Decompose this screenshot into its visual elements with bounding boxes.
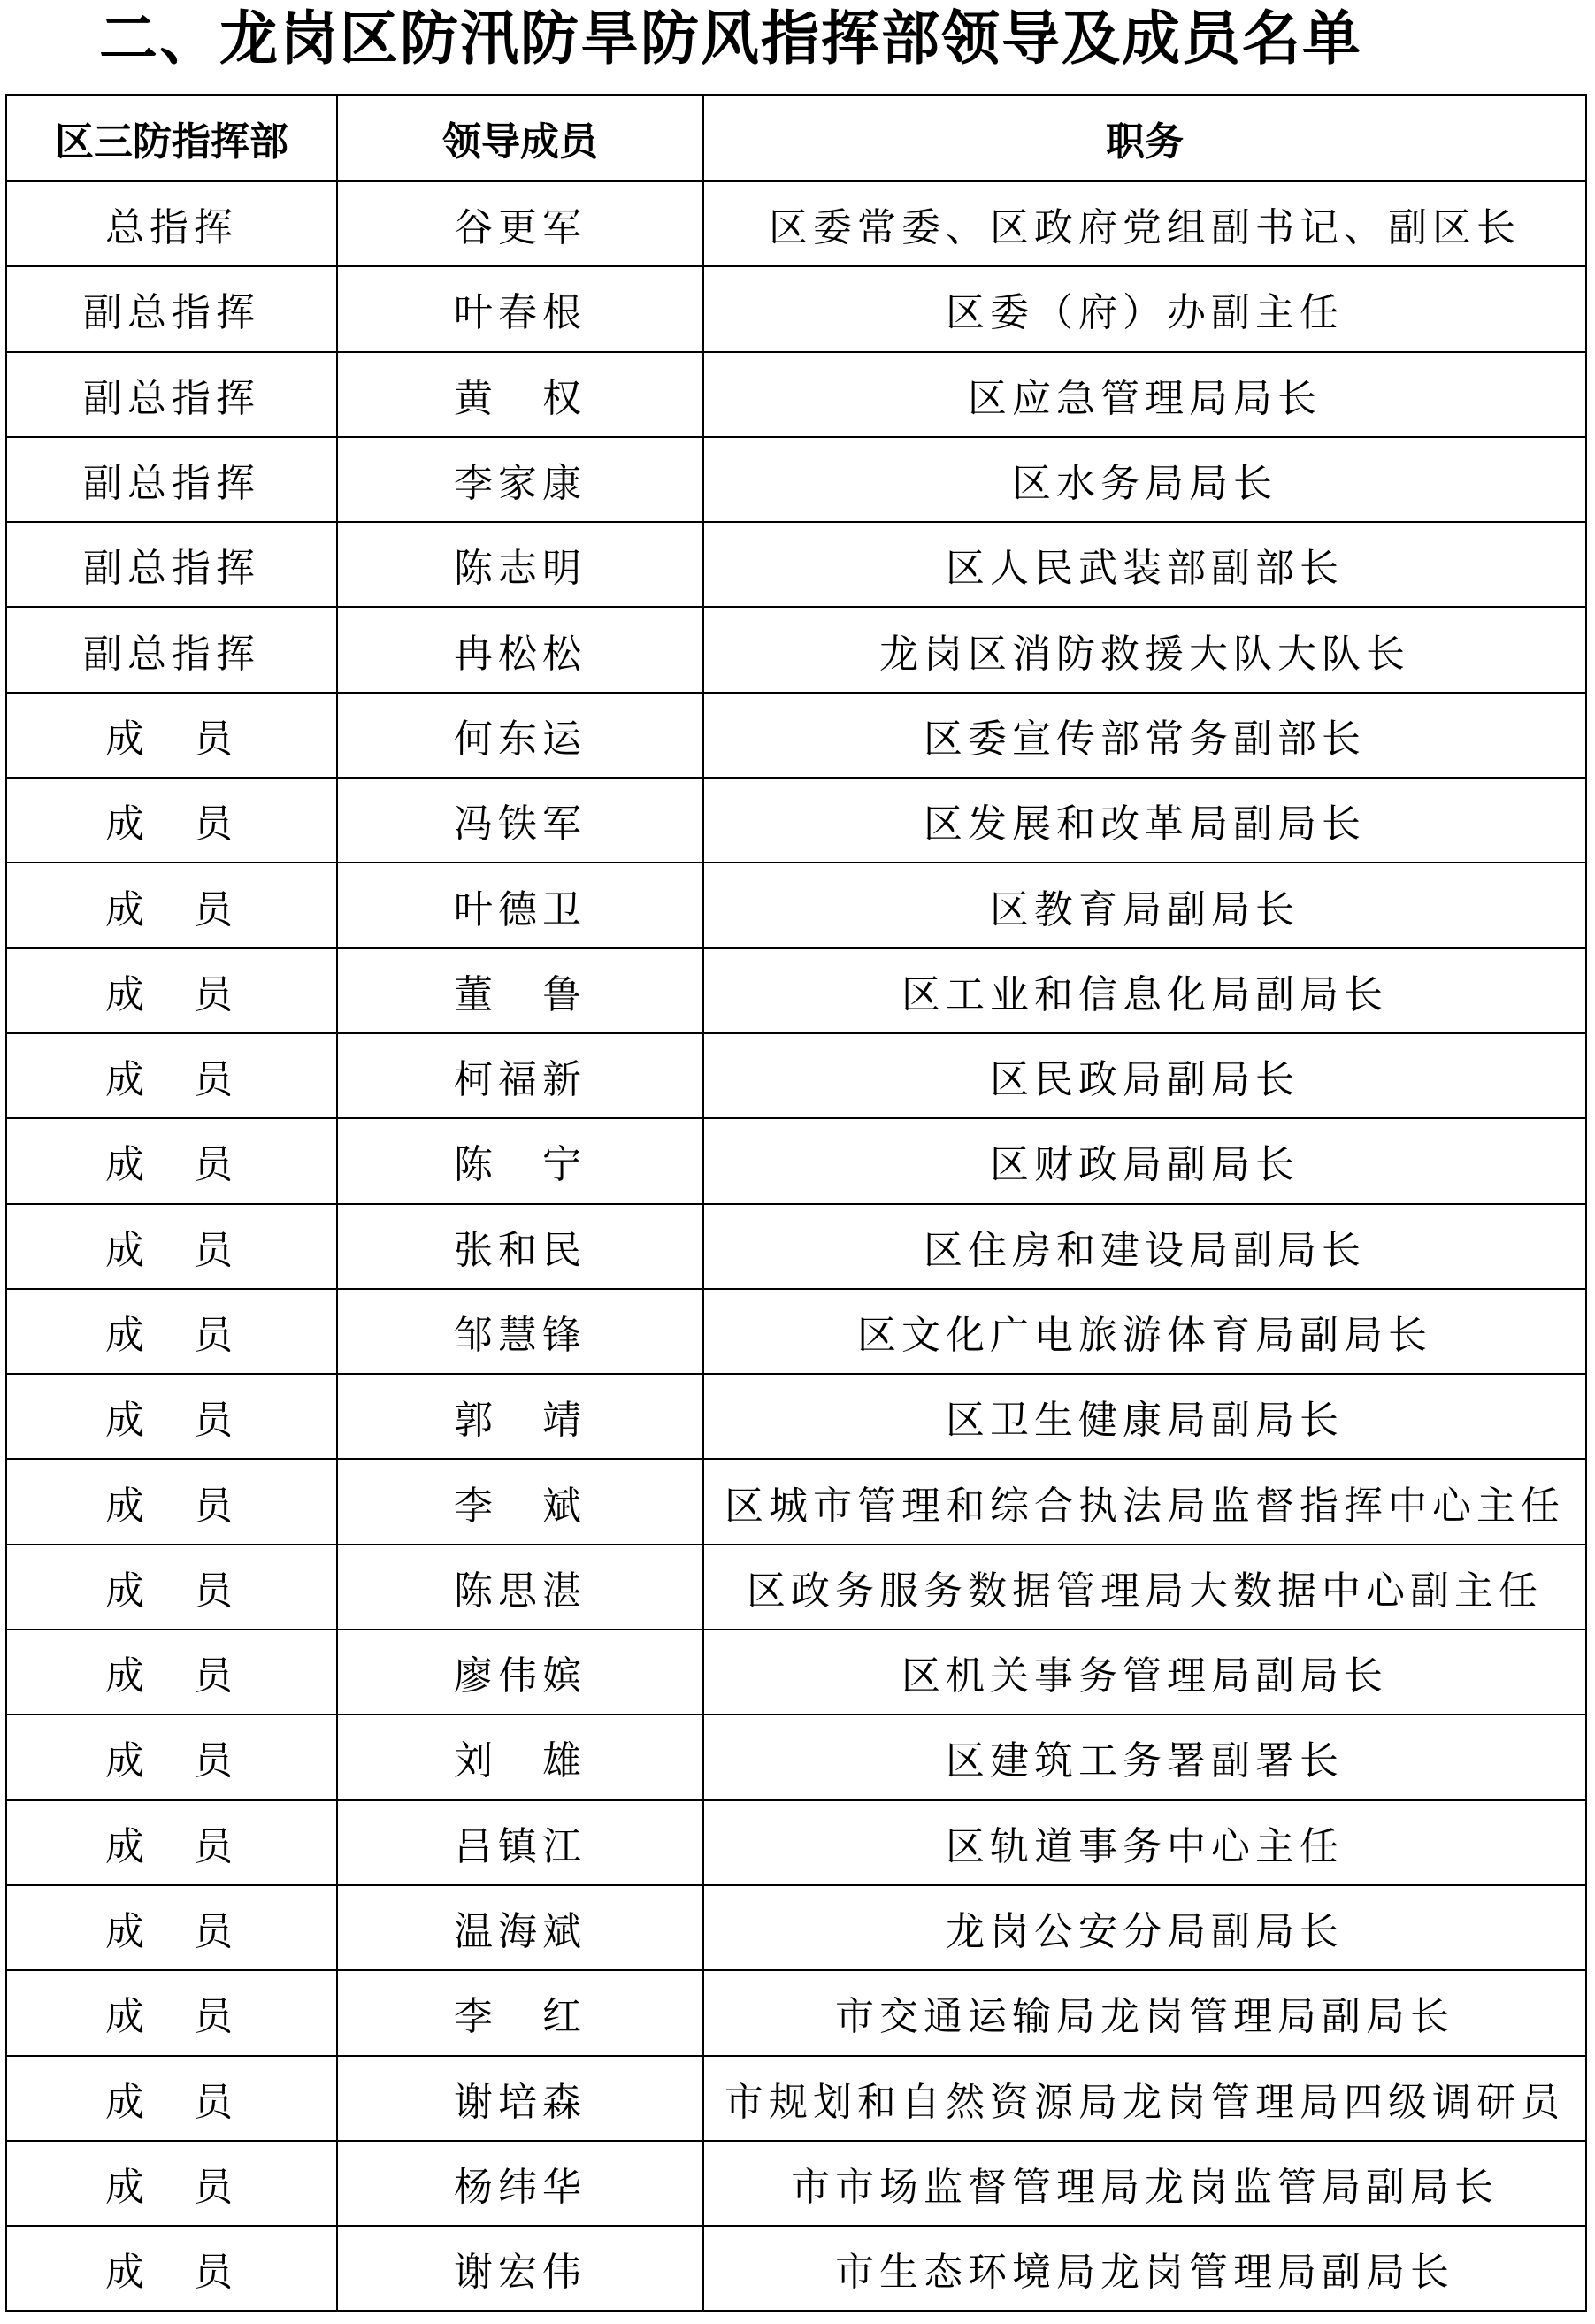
cell-role: 成 员 [6, 693, 337, 778]
cell-role: 成 员 [6, 1714, 337, 1799]
cell-role: 副总指挥 [6, 266, 337, 351]
cell-position: 区人民武装部副部长 [703, 522, 1586, 607]
cell-role: 成 员 [6, 1970, 337, 2055]
table-row [6, 1885, 1586, 1970]
cell-name: 李 斌 [337, 1459, 703, 1544]
cell-role: 成 员 [6, 863, 337, 947]
cell-position: 区委常委、区政府党组副书记、副区长 [703, 181, 1586, 266]
cell-position: 区委（府）办副主任 [703, 266, 1586, 351]
cell-role: 副总指挥 [6, 522, 337, 607]
table-row [6, 1714, 1586, 1799]
cell-position: 区城市管理和综合执法局监督指挥中心主任 [703, 1459, 1586, 1544]
cell-name: 谷更军 [337, 181, 703, 266]
table-row [6, 1289, 1586, 1374]
table-row [6, 266, 1586, 351]
cell-name: 邹慧锋 [337, 1289, 703, 1374]
cell-position: 区财政局副局长 [703, 1118, 1586, 1203]
cell-role: 副总指挥 [6, 352, 337, 437]
table-row [6, 437, 1586, 522]
cell-name: 陈思湛 [337, 1545, 703, 1630]
cell-position: 市生态环境局龙岗管理局副局长 [703, 2226, 1586, 2311]
cell-position: 区委宣传部常务副部长 [703, 693, 1586, 778]
cell-role: 成 员 [6, 1033, 337, 1118]
table-row [6, 693, 1586, 778]
cell-name: 谢培森 [337, 2056, 703, 2141]
cell-name: 杨纬华 [337, 2141, 703, 2226]
cell-position: 龙岗公安分局副局长 [703, 1885, 1586, 1970]
cell-name: 吕镇江 [337, 1800, 703, 1885]
cell-position: 区发展和改革局副局长 [703, 778, 1586, 863]
table-row [6, 2226, 1586, 2311]
cell-position: 市规划和自然资源局龙岗管理局四级调研员 [703, 2056, 1586, 2141]
roster-table [5, 94, 1587, 2312]
table-row [6, 522, 1586, 607]
cell-position: 区卫生健康局副局长 [703, 1374, 1586, 1459]
cell-position: 区文化广电旅游体育局副局长 [703, 1289, 1586, 1374]
cell-role: 成 员 [6, 1459, 337, 1544]
table-row [6, 1630, 1586, 1714]
cell-name: 李 红 [337, 1970, 703, 2055]
cell-name: 柯福新 [337, 1033, 703, 1118]
column-header-department: 区三防指挥部 [6, 95, 337, 181]
cell-name: 陈志明 [337, 522, 703, 607]
cell-position: 市交通运输局龙岗管理局副局长 [703, 1970, 1586, 2055]
cell-name: 叶德卫 [337, 863, 703, 947]
table-row [6, 1204, 1586, 1289]
column-header-position: 职务 [703, 95, 1586, 181]
cell-name: 叶春根 [337, 266, 703, 351]
page-title: 二、龙岗区防汛防旱防风指挥部领导及成员名单 [99, 4, 1362, 73]
cell-name: 黄 权 [337, 352, 703, 437]
cell-role: 成 员 [6, 2141, 337, 2226]
cell-role: 成 员 [6, 778, 337, 863]
cell-role: 成 员 [6, 948, 337, 1033]
cell-name: 谢宏伟 [337, 2226, 703, 2311]
table-row [6, 863, 1586, 947]
cell-position: 市市场监督管理局龙岗监管局副局长 [703, 2141, 1586, 2226]
table-row [6, 1800, 1586, 1885]
table-row [6, 1374, 1586, 1459]
table-row [6, 778, 1586, 863]
cell-role: 副总指挥 [6, 437, 337, 522]
cell-name: 陈 宁 [337, 1118, 703, 1203]
cell-position: 区教育局副局长 [703, 863, 1586, 947]
cell-name: 张和民 [337, 1204, 703, 1289]
cell-position: 区轨道事务中心主任 [703, 1800, 1586, 1885]
cell-role: 成 员 [6, 1289, 337, 1374]
cell-role: 副总指挥 [6, 607, 337, 692]
cell-name: 李家康 [337, 437, 703, 522]
table-row [6, 1970, 1586, 2055]
table-row [6, 1033, 1586, 1118]
table-row [6, 2141, 1586, 2226]
cell-name: 冯铁军 [337, 778, 703, 863]
cell-name: 何东运 [337, 693, 703, 778]
cell-position: 龙岗区消防救援大队大队长 [703, 607, 1586, 692]
table-header-row [6, 95, 1586, 181]
cell-position: 区机关事务管理局副局长 [703, 1630, 1586, 1714]
cell-role: 成 员 [6, 1630, 337, 1714]
cell-position: 区民政局副局长 [703, 1033, 1586, 1118]
cell-role: 成 员 [6, 1118, 337, 1203]
cell-role: 成 员 [6, 1374, 337, 1459]
cell-name: 董 鲁 [337, 948, 703, 1033]
cell-position: 区建筑工务署副署长 [703, 1714, 1586, 1799]
cell-role: 成 员 [6, 2226, 337, 2311]
table-row [6, 352, 1586, 437]
table-row [6, 1545, 1586, 1630]
cell-position: 区住房和建设局副局长 [703, 1204, 1586, 1289]
table-row [6, 1459, 1586, 1544]
cell-position: 区工业和信息化局副局长 [703, 948, 1586, 1033]
table-row [6, 607, 1586, 692]
cell-name: 刘 雄 [337, 1714, 703, 1799]
column-header-member: 领导成员 [337, 95, 703, 181]
cell-role: 成 员 [6, 1885, 337, 1970]
cell-name: 冉松松 [337, 607, 703, 692]
table-row [6, 948, 1586, 1033]
cell-role: 成 员 [6, 1800, 337, 1885]
table-row [6, 1118, 1586, 1203]
cell-name: 温海斌 [337, 1885, 703, 1970]
cell-position: 区政务服务数据管理局大数据中心副主任 [703, 1545, 1586, 1630]
cell-position: 区水务局局长 [703, 437, 1586, 522]
cell-role: 总指挥 [6, 181, 337, 266]
table-row [6, 2056, 1586, 2141]
cell-name: 郭 靖 [337, 1374, 703, 1459]
cell-role: 成 员 [6, 1545, 337, 1630]
cell-role: 成 员 [6, 2056, 337, 2141]
cell-name: 廖伟嫔 [337, 1630, 703, 1714]
table-row [6, 181, 1586, 266]
cell-role: 成 员 [6, 1204, 337, 1289]
cell-position: 区应急管理局局长 [703, 352, 1586, 437]
